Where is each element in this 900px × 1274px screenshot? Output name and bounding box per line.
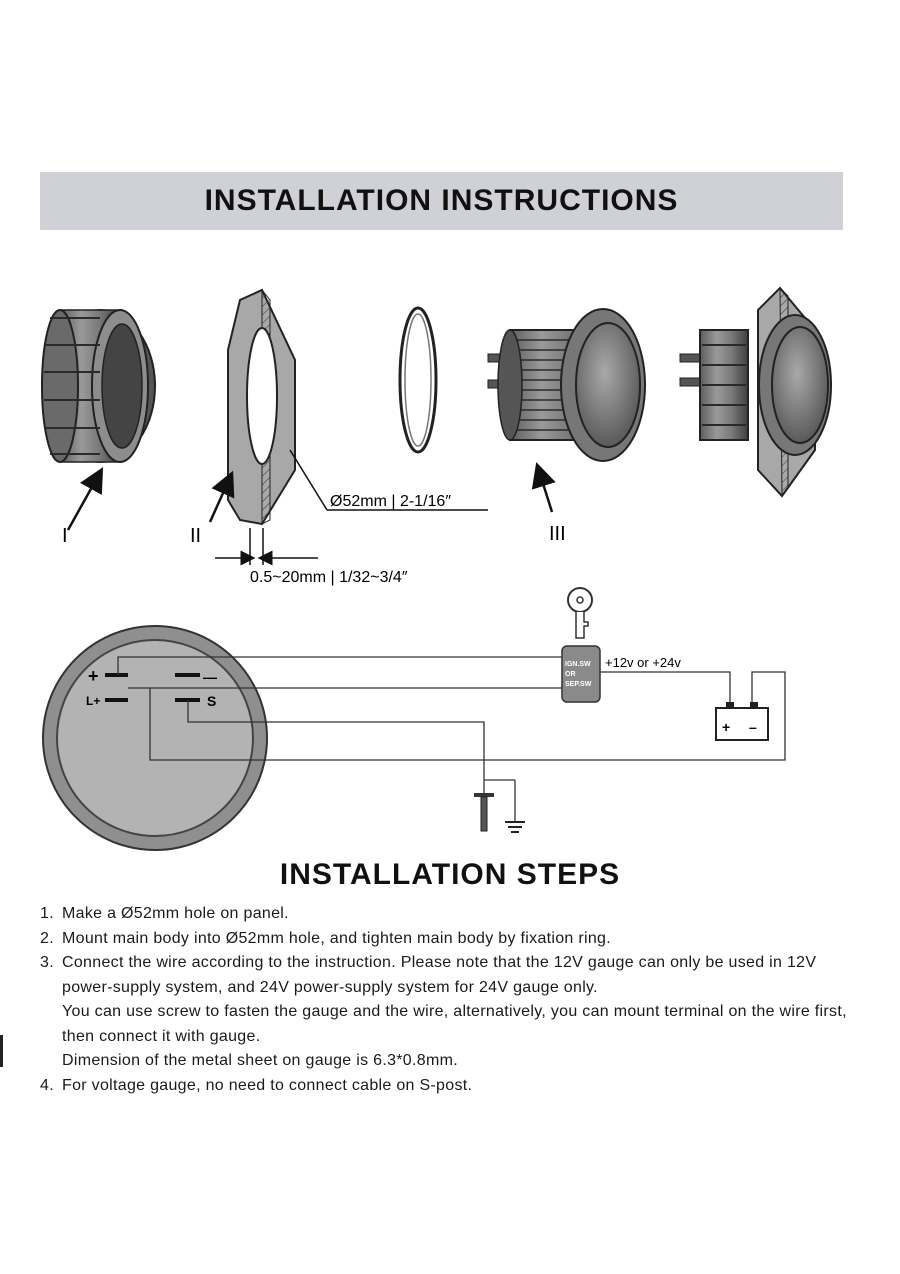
step-item [40, 927, 860, 952]
step-text: Make a Ø52mm hole on panel. [62, 905, 289, 922]
page-title: INSTALLATION INSTRUCTIONS [204, 184, 679, 217]
step-number: 3. [40, 954, 54, 971]
steps-title: INSTALLATION STEPS [279, 858, 621, 891]
ground-symbol-icon [505, 822, 525, 832]
step-text: Dimension of the metal sheet on gauge is 6.3*0.8mm. [62, 1052, 458, 1069]
panel-thickness-label: 0.5~20mm | 1/32~3/4″ [250, 569, 408, 586]
terminal-plus-label: + [88, 666, 99, 686]
supply-voltage-label: +12v or +24v [605, 655, 681, 670]
hole-dimension-label: Ø52mm | 2-1/16″ [330, 493, 451, 510]
step-number: 4. [40, 1076, 54, 1094]
step-item [40, 1074, 860, 1099]
step-text: You can use screw to fasten the gauge and the wire, alternatively, you can mount terminal on the wire first, then connect it with gauge. [62, 1003, 847, 1045]
switch-label-line3: SEP.SW [565, 681, 592, 688]
assembled-gauge [680, 288, 831, 496]
step-text: For voltage gauge, no need to connect cable on S-post. [62, 1076, 473, 1094]
step-item [40, 951, 860, 1000]
panel-thickness-dimension [215, 528, 318, 565]
step-item [40, 902, 860, 927]
switch-label-line2: OR [565, 671, 576, 678]
installation-steps-list [40, 902, 860, 1098]
panel-part [228, 290, 295, 524]
gauge-back-view [43, 626, 267, 850]
part-label-2: II [190, 525, 202, 547]
fixation-ring-part [42, 310, 155, 462]
step-number: 1. [40, 905, 54, 922]
step-number: 2. [40, 929, 54, 947]
battery-plus-label: + [722, 719, 731, 735]
terminal-s-label: S [207, 693, 217, 709]
battery-minus-label: – [749, 719, 757, 735]
step-text: Connect the wire according to the instruction. Please note that the 12V gauge can only be used in 12V power-supply system, and 24V power-supply system for 24V gauge only. [62, 954, 817, 996]
terminal-minus-label: — [203, 669, 217, 685]
margin-mark [0, 1035, 3, 1067]
step-note [40, 1000, 860, 1049]
gauge-body-part [488, 309, 645, 461]
step-text: Mount main body into Ø52mm hole, and tighten main body by fixation ring. [62, 929, 612, 947]
switch-label-line1: IGN.SW [565, 661, 591, 668]
o-ring-part [400, 308, 436, 452]
terminal-light-label: L+ [86, 694, 101, 708]
sender-sensor-icon [474, 780, 515, 831]
part-label-3: III [549, 523, 566, 545]
step-note [40, 1049, 860, 1074]
part-label-1: I [62, 525, 68, 547]
